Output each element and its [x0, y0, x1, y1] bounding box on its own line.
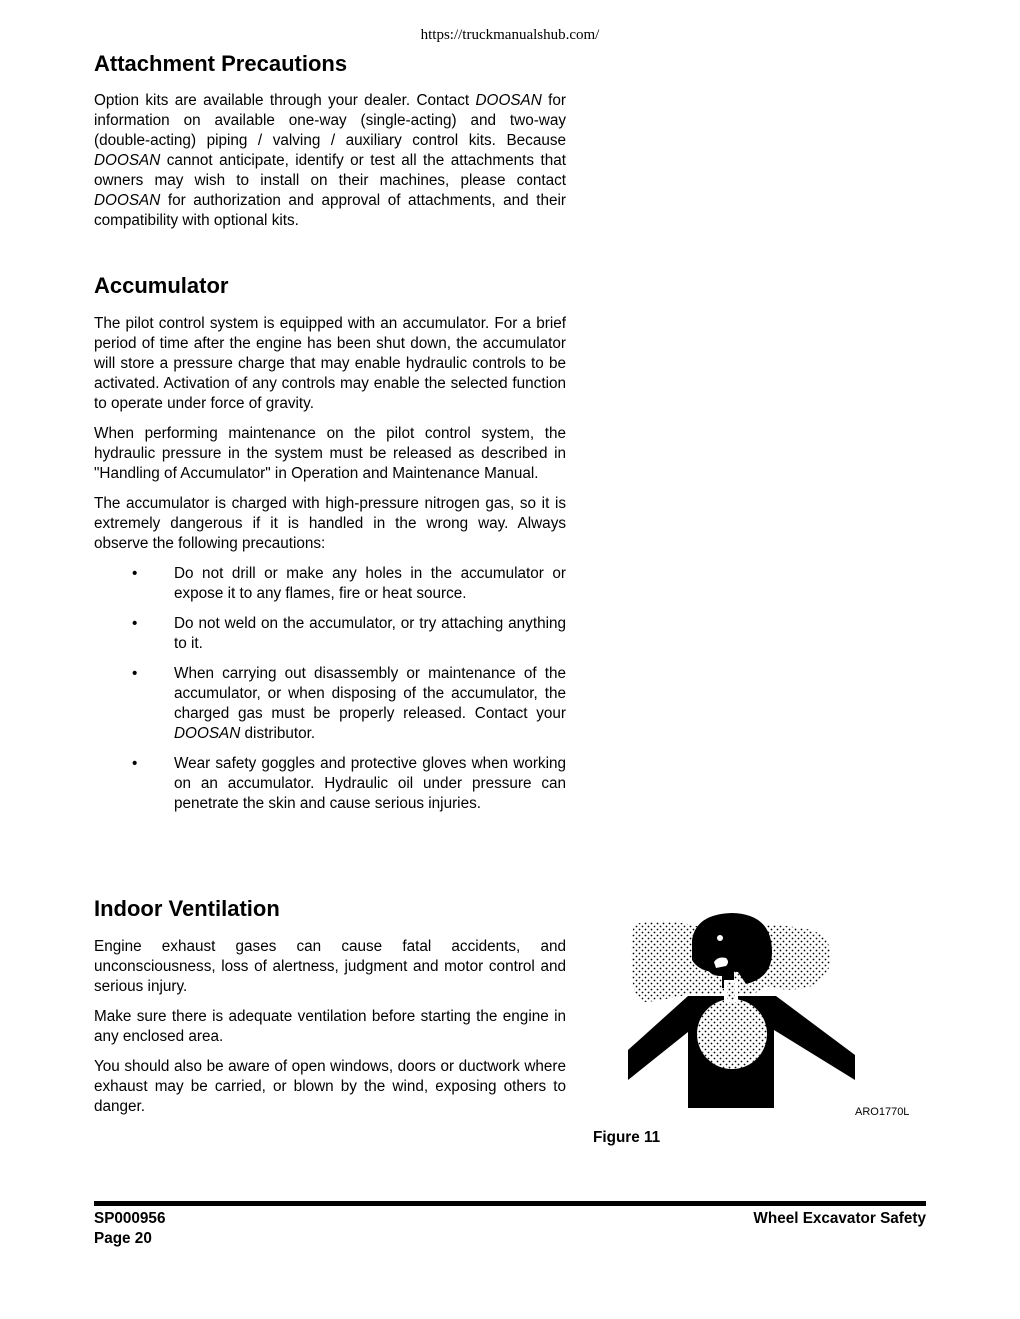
bullet: •: [132, 665, 138, 682]
paragraph: The pilot control system is equipped with an accumulator. For a brief period of time after the engine has been shut down, the accumulator will store a pressure charge that may enable hydraulic controls to be activated. Activation of any controls may enable the selected function to operate under force of gravity.: [94, 315, 566, 412]
brand-name: DOOSAN: [94, 152, 161, 169]
precautions-list: [94, 564, 566, 814]
text-run: Option kits are available through your dealer. Contact: [94, 92, 476, 109]
list-item: [94, 564, 566, 604]
text-run: for information on available one-way (single-acting) and two-way (double-acting) piping / valving / auxiliary control kits. Because: [94, 92, 566, 149]
list-item-text: Wear safety goggles and protective gloves when working on an accumulator. Hydraulic oil under pressure can penetrate the skin and cause serious injuries.: [174, 755, 566, 812]
list-item: [94, 664, 566, 744]
section-title: Attachment Precautions: [94, 51, 348, 76]
page-number: Page 20: [94, 1230, 152, 1247]
text-run: for authorization and approval of attachments, and their compatibility with optional kits.: [94, 192, 566, 229]
list-item-text: Do not weld on the accumulator, or try attaching anything to it.: [174, 615, 566, 652]
source-url: https://truckmanualshub.com/: [420, 27, 600, 43]
section-title: Accumulator: [94, 273, 229, 298]
inhalation-hazard-icon: [626, 910, 858, 1112]
section-attachment-precautions: [94, 50, 566, 231]
paragraph: [94, 91, 566, 231]
paragraph: When performing maintenance on the pilot control system, the hydraulic pressure in the system must be released as described in "Handling of Accumulator" in Operation and Maintenance Manual.: [94, 425, 566, 482]
footer-title: Wheel Excavator Safety: [753, 1210, 926, 1227]
brand-name: DOOSAN: [94, 192, 161, 209]
figure-caption: Figure 11: [593, 1129, 661, 1146]
list-item-text: When carrying out disassembly or maintenance of the accumulator, or when disposing of the accumulator, the charged gas must be properly released. Contact your: [174, 665, 566, 722]
paragraph: Make sure there is adequate ventilation before starting the engine in any enclosed area.: [94, 1008, 566, 1045]
list-item: [94, 754, 566, 814]
section-title: Indoor Ventilation: [94, 896, 280, 921]
paragraph: You should also be aware of open windows, doors or ductwork where exhaust may be carried, or blown by the wind, exposing others to danger.: [94, 1058, 566, 1115]
list-item-text: distributor.: [240, 725, 316, 742]
brand-name: DOOSAN: [475, 92, 542, 109]
section-accumulator: [94, 272, 566, 824]
bullet: •: [132, 565, 138, 582]
footer-rule: [94, 1201, 926, 1206]
footer-left: [94, 1209, 165, 1249]
bullet: •: [132, 755, 138, 772]
bullet: •: [132, 615, 138, 632]
section-indoor-ventilation: [94, 895, 566, 1117]
text-run: cannot anticipate, identify or test all the attachments that owners may wish to install on their machines, please contact: [94, 152, 566, 189]
list-item: [94, 614, 566, 654]
figure-id: ARO1770L: [855, 1106, 910, 1118]
document-code: SP000956: [94, 1210, 166, 1227]
brand-name: DOOSAN: [174, 725, 241, 742]
paragraph: Engine exhaust gases can cause fatal accidents, and unconsciousness, loss of alertness, judgment and motor control and serious injury.: [94, 938, 566, 995]
list-item-text: Do not drill or make any holes in the accumulator or expose it to any flames, fire or heat source.: [174, 565, 566, 602]
paragraph: The accumulator is charged with high-pressure nitrogen gas, so it is extremely dangerous if it is handled in the wrong way. Always observe the following precautions:: [94, 495, 566, 552]
